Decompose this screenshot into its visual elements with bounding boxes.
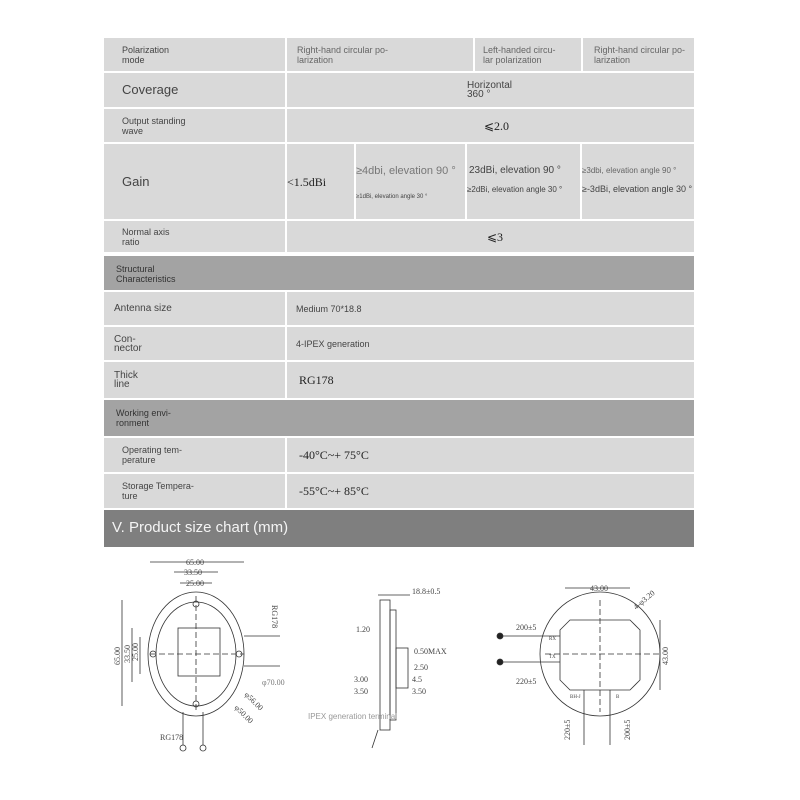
dim-side-e: 4.5 [412, 675, 422, 684]
storage-temp-value: -55°C~+ 85°C [287, 474, 694, 508]
dim-front-25: 25.00 [186, 579, 204, 588]
dim-front-65: 65.00 [186, 558, 204, 567]
dim-side-f: 3.50 [354, 687, 368, 696]
connector-value: 4-IPEX generation [287, 327, 694, 360]
gain-value-2a: ≥4dbi, elevation 90 ° [356, 165, 456, 177]
gain-value-4b: ≥-3dBi, elevation angle 30 ° [582, 184, 693, 194]
dim-side-g: 3.50 [412, 687, 426, 696]
dim-phi50: φ50.00 [232, 703, 255, 726]
dim-phi70: φ70.00 [262, 678, 285, 687]
label-bhj: BH-J [570, 695, 581, 700]
dim-back-w: 43.00 [590, 584, 608, 593]
gain-value-2b: ≥1dBi, elevation angle 30 ° [356, 194, 428, 200]
dim-front-v65: 65.00 [113, 647, 122, 665]
gain-label: Gain [104, 144, 285, 219]
dim-side-a: 1.20 [356, 625, 370, 634]
dim-side-thick: 18.8±0.5 [412, 587, 441, 596]
polarization-value-3: Right-hand circular po- larization [583, 38, 694, 71]
dim-back-h: 43.00 [661, 647, 670, 665]
operating-temp-value: -40°C~+ 75°C [287, 438, 694, 472]
coverage-label: Coverage [104, 73, 285, 107]
dim-back-c2: 220±5 [516, 677, 537, 686]
gain-value-1: <1.5dBi [287, 144, 354, 219]
antenna-size-label: Antenna size [104, 292, 285, 325]
antenna-size-value: Medium 70*18.8 [287, 292, 694, 325]
side-view [372, 595, 410, 748]
dim-side-c: 2.50 [414, 663, 428, 672]
front-view [122, 562, 280, 751]
polarization-value-1: Right-hand circular po- larization [287, 38, 473, 71]
vswr-value: ⩽2.0 [287, 109, 694, 142]
dim-front-v33: 33.50 [123, 645, 132, 663]
thick-line-label: Thick line [104, 362, 285, 398]
cable-label-bottom: RG178 [160, 733, 184, 742]
thick-line-value: RG178 [287, 362, 694, 398]
label-rx: RX [549, 637, 556, 642]
dim-back-c4: 200±5 [623, 719, 632, 740]
dim-phi56: φ56.00 [242, 690, 265, 713]
storage-temp-label: Storage Tempera- ture [104, 474, 285, 508]
label-tx: TX [549, 655, 556, 660]
gain-value-3a: 23dBi, elevation 90 ° [469, 165, 561, 176]
axial-ratio-value: ⩽3 [287, 221, 694, 252]
coverage-value: Horizontal 360 ° [287, 73, 694, 107]
back-view [497, 588, 660, 745]
environment-header: Working envi- ronment [104, 400, 694, 436]
dim-front-v25: 25.00 [131, 643, 140, 661]
terminal-label: IPEX generation terminal [308, 712, 397, 721]
label-b: B [616, 695, 620, 700]
gain-value-3b: ≥2dBi, elevation angle 30 ° [467, 185, 563, 194]
section-title: V. Product size chart (mm) [104, 510, 694, 547]
connector-label: Con- nector [104, 327, 285, 360]
polarization-value-2: Left-handed circu- lar polarization [475, 38, 581, 71]
structural-header: Structural Characteristics [104, 256, 694, 290]
dim-back-c3: 220±5 [563, 719, 572, 740]
axial-ratio-label: Normal axis ratio [104, 221, 285, 252]
dim-front-33: 33.50 [184, 568, 202, 577]
dim-side-b: 0.50MAX [414, 647, 447, 656]
vswr-label: Output standing wave [104, 109, 285, 142]
polarization-label: Polarization mode [104, 38, 285, 71]
dim-back-c1: 200±5 [516, 623, 537, 632]
dim-side-d: 3.00 [354, 675, 368, 684]
operating-temp-label: Operating tem- perature [104, 438, 285, 472]
gain-value-4a: ≥3dbi, elevation angle 90 ° [582, 166, 677, 175]
dim-back-holes: 4-φ3.20 [631, 588, 657, 612]
cable-label-top: RG178 [270, 605, 279, 629]
